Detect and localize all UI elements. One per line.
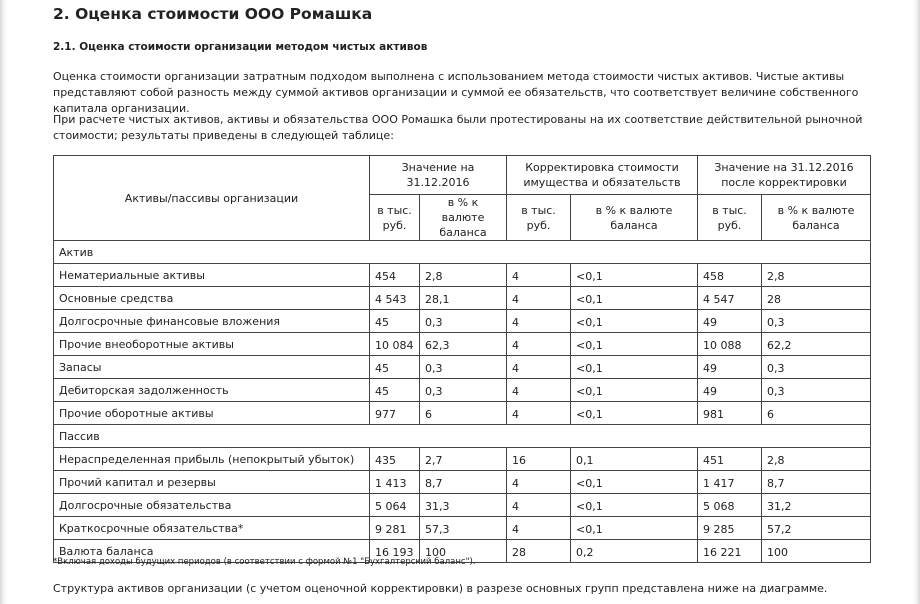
table-row — [54, 310, 871, 333]
value-thousand-rub: 10 084 — [370, 333, 420, 356]
right-page-edge — [913, 0, 920, 604]
adjusted-percent: 57,2 — [762, 517, 871, 540]
col-subheader-percent: в % к валюте баланса — [571, 195, 698, 241]
adjusted-percent: 6 — [762, 402, 871, 425]
adjusted-percent: 28 — [762, 287, 871, 310]
value-percent: 6 — [420, 402, 507, 425]
row-label: Нераспределенная прибыль (непокрытый убыток) — [54, 448, 370, 471]
adjustment-percent: <0,1 — [571, 310, 698, 333]
value-thousand-rub: 16 193 — [370, 540, 420, 563]
adjustment-thousand-rub: 16 — [507, 448, 571, 471]
adjustment-thousand-rub: 4 — [507, 264, 571, 287]
col-group-value-2016: Значение на 31.12.2016 — [370, 156, 507, 195]
value-thousand-rub: 435 — [370, 448, 420, 471]
row-label: Основные средства — [54, 287, 370, 310]
section-title: 2. Оценка стоимости ООО Ромашка — [53, 5, 373, 23]
footnote: *Включая доходы будущих периодов (в соответствии с формой №1 "Бухгалтерский баланс"). — [53, 557, 476, 567]
value-percent: 28,1 — [420, 287, 507, 310]
adjustment-thousand-rub: 4 — [507, 287, 571, 310]
col-subheader-thousand-rub: в тыс. руб. — [370, 195, 420, 241]
adjusted-percent: 8,7 — [762, 471, 871, 494]
adjustment-thousand-rub: 4 — [507, 333, 571, 356]
adjusted-thousand-rub: 451 — [698, 448, 762, 471]
row-label: Валюта баланса — [54, 540, 370, 563]
subsection-title: 2.1. Оценка стоимости организации методом чистых активов — [53, 41, 428, 53]
section-label: Пассив — [54, 425, 871, 448]
table-row — [54, 379, 871, 402]
adjustment-thousand-rub: 4 — [507, 379, 571, 402]
adjusted-thousand-rub: 1 417 — [698, 471, 762, 494]
value-thousand-rub: 9 281 — [370, 517, 420, 540]
adjustment-percent: <0,1 — [571, 264, 698, 287]
col-subheader-percent: в % к валюте баланса — [420, 195, 507, 241]
row-label: Долгосрочные обязательства — [54, 494, 370, 517]
value-percent: 2,7 — [420, 448, 507, 471]
row-label: Долгосрочные финансовые вложения — [54, 310, 370, 333]
calculation-paragraph: При расчете чистых активов, активы и обязательства ООО Ромашка были протестированы на их соответствие действительной рыночной стоимости; результаты приведены в следующей таблице: — [53, 113, 863, 142]
adjusted-percent: 100 — [762, 540, 871, 563]
adjustment-thousand-rub: 4 — [507, 356, 571, 379]
adjusted-thousand-rub: 458 — [698, 264, 762, 287]
adjusted-thousand-rub: 9 285 — [698, 517, 762, 540]
value-thousand-rub: 454 — [370, 264, 420, 287]
table-row — [54, 333, 871, 356]
net-assets-table — [53, 155, 871, 563]
value-thousand-rub: 45 — [370, 356, 420, 379]
value-percent: 31,3 — [420, 494, 507, 517]
value-thousand-rub: 977 — [370, 402, 420, 425]
table-row — [54, 356, 871, 379]
adjustment-percent: <0,1 — [571, 517, 698, 540]
adjusted-percent: 0,3 — [762, 356, 871, 379]
table-row — [54, 264, 871, 287]
adjustment-thousand-rub: 28 — [507, 540, 571, 563]
value-percent: 57,3 — [420, 517, 507, 540]
row-label: Запасы — [54, 356, 370, 379]
adjustment-percent: <0,1 — [571, 356, 698, 379]
adjustment-percent: 0,2 — [571, 540, 698, 563]
table-row — [54, 448, 871, 471]
adjustment-percent: <0,1 — [571, 287, 698, 310]
adjustment-percent: <0,1 — [571, 379, 698, 402]
adjustment-percent: <0,1 — [571, 471, 698, 494]
value-percent: 2,8 — [420, 264, 507, 287]
table-row — [54, 402, 871, 425]
method-paragraph: Оценка стоимости организации затратным подходом выполнена с использованием метода стоимости чистых активов. Чистые активы представляют собой разность между суммой активов организации и суммой ее обязательств, что соответствует величине собственного капитала организации. — [53, 70, 859, 115]
col-group-adjustment: Корректировка стоимости имущества и обязательств — [507, 156, 698, 195]
adjusted-percent: 0,3 — [762, 379, 871, 402]
section-label: Актив — [54, 241, 871, 264]
table-section-row — [54, 425, 871, 448]
col-subheader-thousand-rub: в тыс. руб. — [507, 195, 571, 241]
adjusted-thousand-rub: 16 221 — [698, 540, 762, 563]
adjusted-thousand-rub: 5 068 — [698, 494, 762, 517]
col-group-adjusted-value: Значение на 31.12.2016 после корректировки — [698, 156, 871, 195]
adjusted-thousand-rub: 4 547 — [698, 287, 762, 310]
value-thousand-rub: 5 064 — [370, 494, 420, 517]
row-label: Прочие внеоборотные активы — [54, 333, 370, 356]
value-thousand-rub: 1 413 — [370, 471, 420, 494]
adjusted-thousand-rub: 49 — [698, 310, 762, 333]
adjusted-percent: 2,8 — [762, 264, 871, 287]
adjustment-percent: <0,1 — [571, 333, 698, 356]
adjusted-percent: 2,8 — [762, 448, 871, 471]
adjustment-thousand-rub: 4 — [507, 494, 571, 517]
table-row — [54, 287, 871, 310]
table-row — [54, 471, 871, 494]
adjustment-percent: <0,1 — [571, 494, 698, 517]
adjustment-thousand-rub: 4 — [507, 402, 571, 425]
adjustment-thousand-rub: 4 — [507, 310, 571, 333]
value-thousand-rub: 45 — [370, 310, 420, 333]
adjustment-thousand-rub: 4 — [507, 471, 571, 494]
adjusted-thousand-rub: 49 — [698, 356, 762, 379]
value-percent: 100 — [420, 540, 507, 563]
adjusted-thousand-rub: 10 088 — [698, 333, 762, 356]
row-label: Прочий капитал и резервы — [54, 471, 370, 494]
adjusted-thousand-rub: 981 — [698, 402, 762, 425]
value-percent: 0,3 — [420, 379, 507, 402]
adjusted-percent: 0,3 — [762, 310, 871, 333]
adjustment-percent: 0,1 — [571, 448, 698, 471]
table-section-row — [54, 241, 871, 264]
col-header-item: Активы/пассивы организации — [54, 156, 370, 241]
adjusted-thousand-rub: 49 — [698, 379, 762, 402]
table-row — [54, 517, 871, 540]
value-thousand-rub: 45 — [370, 379, 420, 402]
value-percent: 0,3 — [420, 356, 507, 379]
row-label: Прочие оборотные активы — [54, 402, 370, 425]
adjusted-percent: 62,2 — [762, 333, 871, 356]
value-thousand-rub: 4 543 — [370, 287, 420, 310]
structure-paragraph: Структура активов организации (с учетом оценочной корректировки) в разрезе основных групп представлена ниже на диаграмме. — [53, 582, 828, 595]
value-percent: 62,3 — [420, 333, 507, 356]
value-percent: 0,3 — [420, 310, 507, 333]
adjustment-percent: <0,1 — [571, 402, 698, 425]
left-page-edge — [0, 0, 7, 604]
row-label: Нематериальные активы — [54, 264, 370, 287]
col-subheader-percent: в % к валюте баланса — [762, 195, 871, 241]
table-row — [54, 494, 871, 517]
table-body — [54, 241, 871, 563]
adjustment-thousand-rub: 4 — [507, 517, 571, 540]
row-label: Краткосрочные обязательства* — [54, 517, 370, 540]
value-percent: 8,7 — [420, 471, 507, 494]
col-subheader-thousand-rub: в тыс. руб. — [698, 195, 762, 241]
adjusted-percent: 31,2 — [762, 494, 871, 517]
row-label: Дебиторская задолженность — [54, 379, 370, 402]
